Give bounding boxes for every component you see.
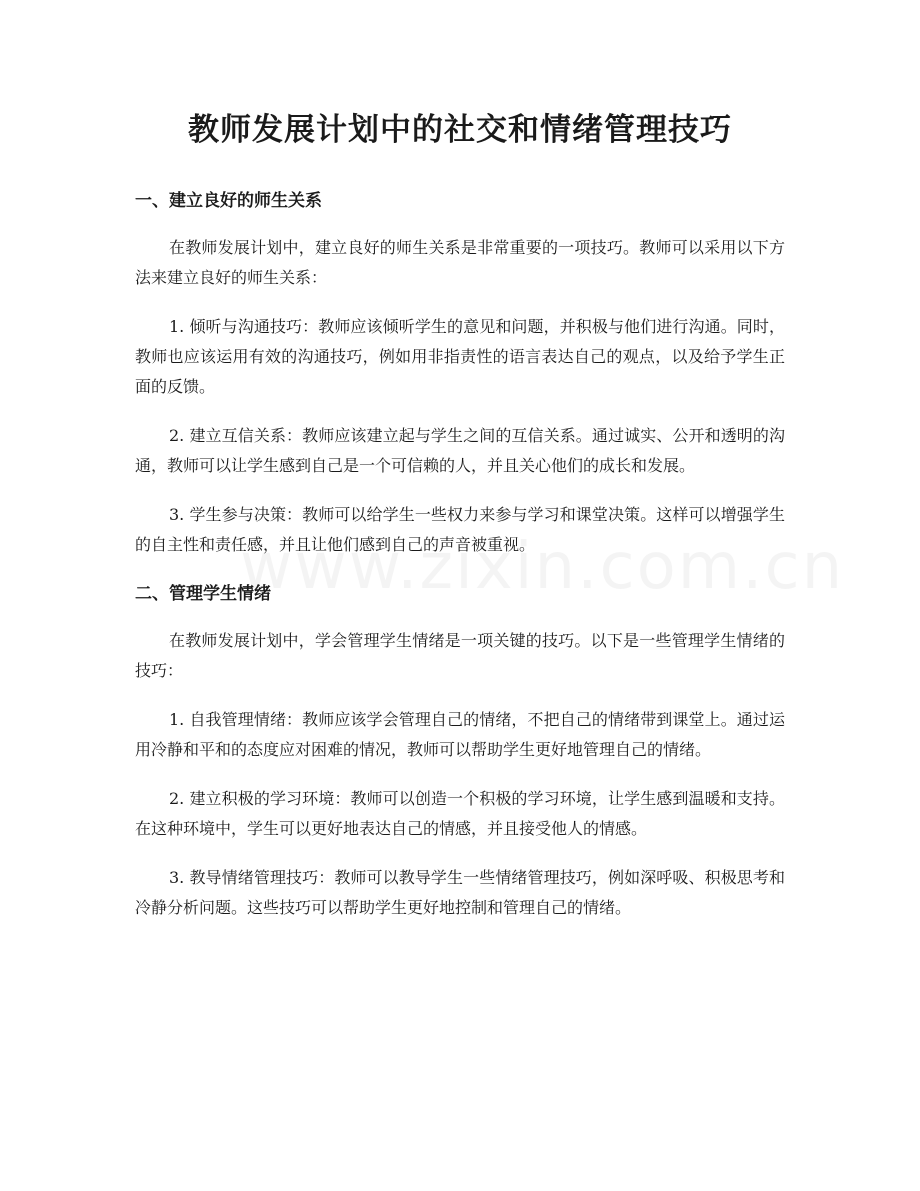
paragraph: 在教师发展计划中，学会管理学生情绪是一项关键的技巧。以下是一些管理学生情绪的技巧： [135, 631, 785, 680]
section-heading: 一、建立良好的师生关系 [135, 191, 322, 211]
section-heading: 二、管理学生情绪 [135, 584, 271, 604]
document-body [135, 186, 785, 942]
paragraph: 3. 学生参与决策：教师可以给学生一些权力来参与学习和课堂决策。这样可以增强学生的自主性和责任感，并且让他们感到自己的声音被重视。 [135, 505, 785, 554]
paragraph: 1. 自我管理情绪：教师应该学会管理自己的情绪，不把自己的情绪带到课堂上。通过运用冷静和平和的态度应对困难的情况，教师可以帮助学生更好地管理自己的情绪。 [135, 710, 785, 759]
paragraph: 2. 建立积极的学习环境：教师可以创造一个积极的学习环境，让学生感到温暖和支持。在这种环境中，学生可以更好地表达自己的情感，并且接受他人的情感。 [135, 789, 785, 838]
paragraph: 在教师发展计划中，建立良好的师生关系是非常重要的一项技巧。教师可以采用以下方法来建立良好的师生关系： [135, 238, 785, 287]
paragraph: 1. 倾听与沟通技巧：教师应该倾听学生的意见和问题，并积极与他们进行沟通。同时，教师也应该运用有效的沟通技巧，例如用非指责性的语言表达自己的观点，以及给予学生正面的反馈。 [135, 317, 785, 396]
paragraph: 3. 教导情绪管理技巧：教师可以教导学生一些情绪管理技巧，例如深呼吸、积极思考和冷静分析问题。这些技巧可以帮助学生更好地控制和管理自己的情绪。 [135, 868, 785, 917]
paragraph: 2. 建立互信关系：教师应该建立起与学生之间的互信关系。通过诚实、公开和透明的沟通，教师可以让学生感到自己是一个可信赖的人，并且关心他们的成长和发展。 [135, 426, 785, 475]
page-title: 教师发展计划中的社交和情绪管理技巧 [188, 112, 732, 148]
section-teacher-student-relationship [135, 186, 785, 560]
section-student-emotion-management [135, 579, 785, 923]
